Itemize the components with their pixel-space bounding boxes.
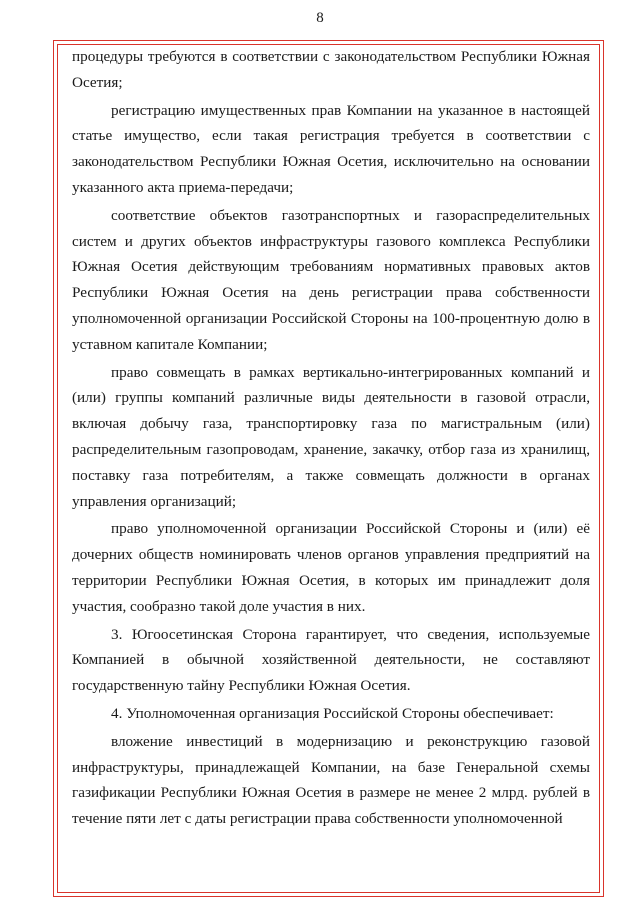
paragraph: 3. Югоосетинская Сторона гарантирует, что сведения, используемые Компанией в обычной хозяйственной деятельности, не составляют государственную тайну Республики Южная Осетия. <box>72 625 590 695</box>
paragraph: соответствие объектов газотранспортных и газораспределительных систем и других объектов инфраструктуры газового комплекса Республики Южная Осетия действующим требованиям нормативных правовых актов Республики Южная Осетия на день регистрации права собственности уполномоченной организации Российской Стороны на 100-процентную долю в уставном капитале Компании; <box>72 206 590 353</box>
paragraph: право уполномоченной организации Российской Стороны и (или) её дочерних обществ номинировать членов органов управления предприятий на территории Республики Южная Осетия, в которых им принадлежит доля участия, сообразно такой доле участия в них. <box>72 520 590 615</box>
document-body <box>72 44 590 893</box>
paragraph: процедуры требуются в соответствии с законодательством Республики Южная Осетия; <box>72 48 590 91</box>
paragraph: право совмещать в рамках вертикально-интегрированных компаний и (или) группы компаний различные виды деятельности в газовой отрасли, включая добычу газа, транспортировку газа по магистральным (или) распределительным газопроводам, хранение, закачку, отбор газа из хранилищ, поставку газа потребителям, а также совмещать должности в органах управления организаций; <box>72 363 590 510</box>
paragraph: регистрацию имущественных прав Компании на указанное в настоящей статье имущество, если такая регистрация требуется в соответствии с законодательством Республики Южная Осетия, исключительно на основании указанного акта приема-передачи; <box>72 101 590 196</box>
paragraph: 4. Уполномоченная организация Российской Стороны обеспечивает: <box>111 704 554 722</box>
paragraph: вложение инвестиций в модернизацию и реконструкцию газовой инфраструктуры, принадлежащей Компании, на базе Генеральной схемы газификации Республики Южная Осетия в размере не менее 2 млрд. рублей в течение пяти лет с даты регистрации права собственности уполномоченной <box>72 732 590 828</box>
page-number: 8 <box>316 10 324 26</box>
